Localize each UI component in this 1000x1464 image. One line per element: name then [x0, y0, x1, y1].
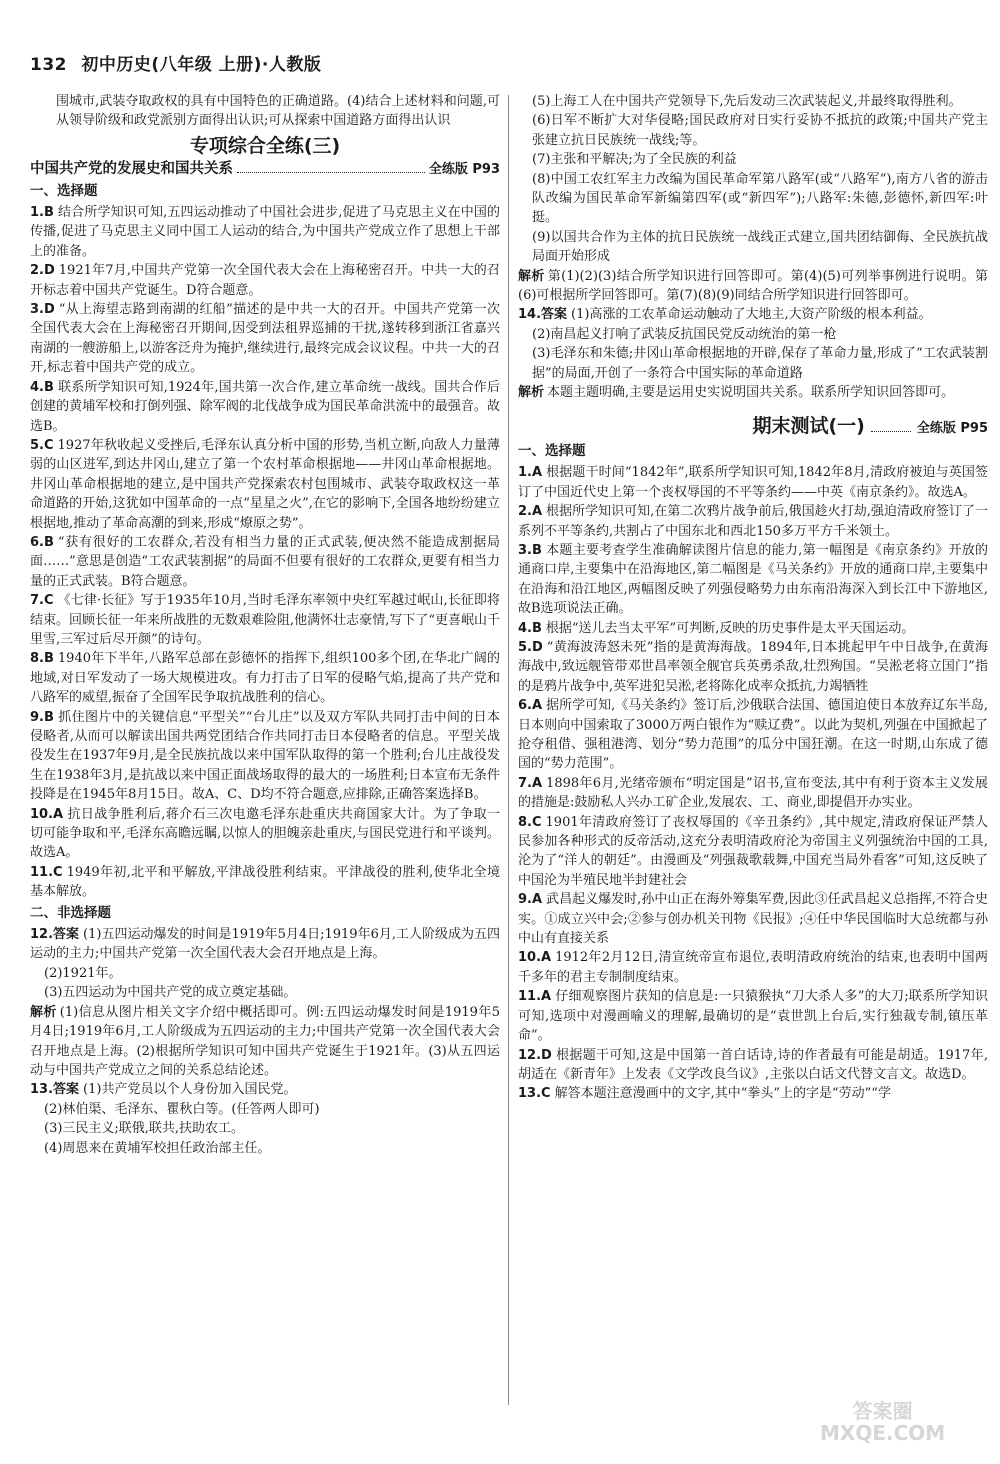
page-header	[30, 50, 321, 75]
leader-dots	[871, 421, 911, 432]
left-choice-list	[30, 203, 500, 902]
answer-item: 10.A 1912年2月12日,清宣统帝宣布退位,表明清政府统治的结束,也表明中国两千多年的君主专制制度结束。	[518, 950, 988, 985]
page-number: 132	[30, 55, 67, 75]
answer-item: 5.D “黄海波涛怒未死”指的是黄海海战。1894年,日本挑起甲午中日战争,在黄海海战中,致远舰管带邓世昌率领全舰官兵英勇杀敌,壮烈殉国。“吴淞老将立国门”指的是鸦片战争中,英军进犯吴淞,老将陈化成率众抵抗,力竭牺牲	[518, 639, 988, 694]
topic-line	[30, 160, 500, 179]
answer-item: 9.B 抓住图片中的关键信息“平型关”“台儿庄”以及双方军队共同打击中间的日本侵略者,从而可以解读出国共两党团结合作共同打击日本侵略者的信息。平型关战役发生在1937年9月,是全民族抗战以来中国军队取得的第一个胜利;台儿庄战役发生在1938年3月,是抗战以来中国正面战场取得的最大的一场胜利;日本宣布无条件投降是在1945年8月15日。故A、C、D均不符合题意,应排除,正确答案选择B。	[30, 709, 500, 803]
section-heading: 二、非选择题	[30, 904, 111, 921]
answer-item: 5.C 1927年秋收起义受挫后,毛泽东认真分析中国的形势,当机立断,向敌人力量薄弱的山区进军,到达井冈山,建立了第一个农村革命根据地——井冈山革命根据地。井冈山革命根据地的建立,是中国共产党探索农村包围城市、武装夺取政权这一革命道路的开始,这犹如中国革命的一点“星星之火”,在它的影响下,全国各地纷纷建立根据地,推动了革命高潮的到来,形成“燎原之势”。	[30, 437, 500, 531]
answer-item: 8.B 1940年下半年,八路军总部在彭德怀的指挥下,组织100多个团,在华北广阔的地域,对日军发动了一场大规模进攻。有力打击了日军的侵略气焰,提高了共产党和八路军的威望,振奋了全国军民争取抗战胜利的信心。	[30, 651, 500, 706]
answer-sub: (9)以国共合作为主体的抗日民族统一战线正式建立,国共团结御侮、全民族抗战局面开始形成	[532, 229, 988, 265]
answer-sub: (3)三民主义;联俄,联共,扶助农工。	[44, 1121, 245, 1137]
answer-item: 1.B 结合所学知识可知,五四运动推动了中国社会进步,促进了马克思主义在中国的传播,促进了马克思主义同中国工人运动的结合,为中国共产党成立作了思想上干部上的准备。	[30, 205, 500, 259]
answer-item: 6.B “获有很好的工农群众,若没有相当力量的正式武装,便决然不能造成割据局面……”意思是创造“工农武装割据”的局面不但要有很好的工农群众,更要有相当力量的正式武装。B符合题意。	[30, 534, 500, 589]
leader-dots	[237, 162, 425, 173]
answer-item: 12.答案 (1)五四运动爆发的时间是1919年5月4日;1919年6月,工人阶级成为五四运动的主力;中国共产党第一次全国代表大会召开地点是上海。	[30, 927, 500, 962]
answer-sub: (3)五四运动为中国共产党的成立奠定基础。	[44, 985, 297, 1001]
answer-item: 4.B 根据“送儿去当太平军”可判断,反映的历史事件是太平天国运动。	[518, 620, 915, 636]
answer-item: 9.A 武昌起义爆发时,孙中山正在海外筹集军费,因此③任武昌起义总指挥,不符合史实。①成立兴中会;②参与创办机关刊物《民报》;④任中华民国临时大总统都与孙中山有直接关系	[518, 892, 988, 947]
section-heading: 一、选择题	[518, 442, 586, 459]
answer-item: 11.C 1949年初,北平和平解放,平津战役胜利结束。平津战役的胜利,使华北全境基本解放。	[30, 864, 500, 900]
answer-sub: (2)1921年。	[44, 965, 122, 981]
answer-item: 3.B 本题主要考查学生准确解读图片信息的能力,第一幅图是《南京条约》开放的通商口岸,主要集中在沿海地区,第二幅图是《马关条约》开放的通商口岸,主要集中在沿海和沿江地区,两幅图反映了列强侵略势力由东南沿海深入到长江中下游地区,故B选项说法正确。	[518, 542, 988, 617]
answer-sub: (7)主张和平解决;为了全民族的利益	[532, 152, 737, 168]
right-column	[518, 92, 988, 1104]
column-divider	[508, 95, 509, 1405]
answer-sub: (3)毛泽东和朱德;井冈山革命根据地的开辟,保存了革命力量,形成了“工农武装割据”的局面,开创了一条符合中国实际的革命道路	[532, 346, 988, 381]
answer-item: 8.C 1901年清政府签订了丧权辱国的《辛丑条约》,其中规定,清政府保证严禁人民参加各种形式的反帝活动,这充分表明清政府沦为帝国主义列强统治中国的工具,沦为了“洋人的朝廷”。由漫画及“列强裁歌载舞,中国充当局外看客”可知,这反映了中国沦为半殖民地半封建社会	[518, 814, 988, 888]
intro-paragraph: 围城市,武装夺取政权的具有中国特色的正确道路。(4)结合上述材料和问题,可从领导阶级和政党派别方面得出认识;可从探索中国道路方面得出认识	[56, 94, 500, 129]
topic-ref: 全练版 P93	[428, 162, 500, 178]
exam-ref: 全练版 P95	[916, 420, 988, 436]
exam-title: 期末测试(一)	[752, 414, 865, 437]
answer-sub: (6)日军不断扩大对华侵略;国民政府对日实行妥协不抵抗的政策;中国共产党主张建立抗日民族统一战线;等。	[532, 113, 988, 148]
section-title: 专项综合全练(三)	[189, 134, 341, 157]
answer-item: 11.A 仔细观察图片获知的信息是:一只猿猴执“刀大杀人多”的大刀;联系所学知识可知,选项中对漫画喻义的理解,最确切的是“袁世凯上台后,实行独裁专制,镇压革命”。	[518, 989, 988, 1044]
explanation: 解析 (1)信息从图片相关文字介绍中概括即可。例:五四运动爆发时间是1919年5月4日;1919年6月,工人阶级成为五四运动的主力;中国共产党第一次全国代表大会召开地点是上海。(2)根据所学知识可知中国共产党诞生于1921年。(3)从五四运动与中国共产党成立之间的关系总结论述。	[30, 1004, 500, 1078]
answer-item: 10.A 抗日战争胜利后,蒋介石三次电邀毛泽东赴重庆共商国家大计。为了争取一切可能争取和平,毛泽东高瞻远瞩,以惊人的胆魄亲赴重庆,与国民党进行和平谈判。故选A。	[30, 806, 500, 861]
answer-sub: (8)中国工农红军主力改编为国民革命军第八路军(或“八路军”),南方八省的游击队改编为国民革命军新编第四军(或“新四军”);八路军:朱德,彭德怀,新四军:叶挺。	[532, 171, 988, 226]
right-choice-list	[518, 463, 988, 1103]
watermark-logo: 答案圈 MXQE.COM	[820, 1399, 946, 1445]
answer-sub: (2)林伯渠、毛泽东、瞿秋白等。(任答两人即可)	[44, 1101, 320, 1117]
answer-sub: (5)上海工人在中国共产党领导下,先后发动三次武装起义,并最终取得胜利。	[532, 94, 962, 109]
answer-item: 7.A 1898年6月,光绪帝颁布“明定国是”诏书,宣布变法,其中有利于资本主义发展的措施是:鼓励私人兴办工矿企业,发展农、工、商业,即提倡开办实业。	[518, 775, 988, 811]
section-heading: 一、选择题	[30, 182, 98, 199]
explanation: 解析 本题主题明确,主要是运用史实说明国共关系。联系所学知识回答即可。	[518, 385, 955, 401]
answer-item: 13.C 解答本题注意漫画中的文字,其中“拳头”上的字是“劳动”“学	[518, 1086, 891, 1102]
answer-item: 6.A 据所学可知,《马关条约》签订后,沙俄联合法国、德国迫使日本放弃辽东半岛,日本则向中国索取了3000万两白银作为“赎辽费”。以此为契机,列强在中国掀起了抢夺租借、强租港湾、划分“势力范围”的瓜分中国狂潮。在这一时期,山东成了德国的“势力范围”。	[518, 698, 988, 772]
answer-sub: (4)周恩来在黄埔军校担任政治部主任。	[44, 1140, 271, 1156]
answer-item: 14.答案 (1)高涨的工农革命运动触动了大地主,大资产阶级的根本利益。	[518, 307, 932, 323]
exam-title-line	[518, 414, 988, 438]
answer-item: 7.C 《七律·长征》写于1935年10月,当时毛泽东率领中央红军越过岷山,长征即将结束。回顾长征一年来所战胜的无数艰难险阻,他满怀壮志豪情,写下了“更喜岷山千里雪,三军过后尽开颜”的诗句。	[30, 593, 500, 647]
answer-item: 13.答案 (1)共产党员以个人身份加入国民党。	[30, 1082, 297, 1098]
answer-item: 3.D “从上海望志路到南湖的红船”描述的是中共一大的召开。中国共产党第一次全国代表大会在上海秘密召开期间,因受到法租界巡捕的干扰,遂转移到浙江省嘉兴南湖的一艘游船上,以游客泛舟为掩护,继续进行,最终完成会议议程。中共一大的召开,标志着中国共产党的成立。	[30, 302, 500, 376]
explanation: 解析 第(1)(2)(3)结合所学知识进行回答即可。第(4)(5)可列举事例进行说明。第(6)可根据所学回答即可。第(7)(8)(9)同结合所学知识进行回答即可。	[518, 268, 988, 304]
left-column	[30, 92, 500, 1158]
topic-title: 中国共产党的发展史和国共关系	[30, 161, 233, 178]
answer-item: 1.A 根据题干时间“1842年”,联系所学知识可知,1842年8月,清政府被迫与英国签订了中国近代史上第一个丧权辱国的不平等条约——中英《南京条约》。故选A。	[518, 465, 988, 500]
answer-item: 2.A 根据所学知识可知,在第二次鸦片战争前后,俄国趁火打劫,强迫清政府签订了一系列不平等条约,共割占了中国东北和西北150多万平方千米领土。	[518, 504, 988, 539]
answer-item: 2.D 1921年7月,中国共产党第一次全国代表大会在上海秘密召开。中共一大的召开标志着中国共产党诞生。D符合题意。	[30, 263, 500, 298]
answer-item: 12.D 根据题干可知,这是中国第一首白话诗,诗的作者最有可能是胡适。1917年,胡适在《新青年》上发表《文学改良刍议》,主张以白话文代替文言文。故选D。	[518, 1047, 988, 1082]
answer-sub: (2)南昌起义打响了武装反抗国民党反动统治的第一枪	[532, 326, 837, 342]
answer-item: 4.B 联系所学知识可知,1924年,国共第一次合作,建立革命统一战线。国共合作后创建的黄埔军校和打倒列强、除军阀的北伐战争成为国民革命洪流中的最强音。故选B。	[30, 379, 500, 434]
book-title: 初中历史(八年级 上册)·人教版	[81, 55, 322, 75]
